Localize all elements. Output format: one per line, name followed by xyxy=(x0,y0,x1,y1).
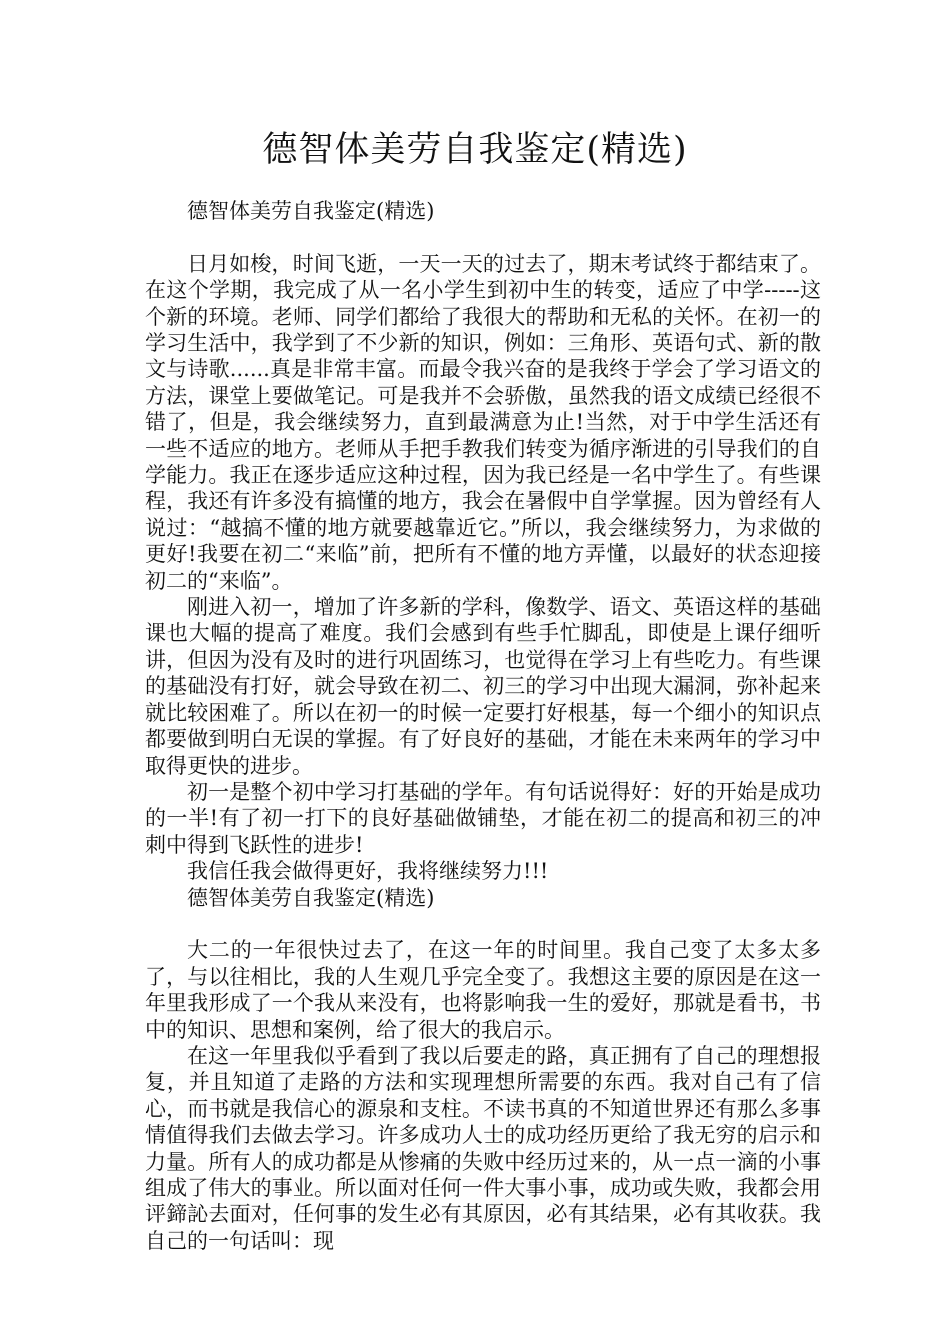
section-1-subtitle: 德智体美劳自我鉴定(精选) xyxy=(187,199,435,223)
section-2-subtitle: 德智体美劳自我鉴定(精选) xyxy=(187,885,435,910)
section-1-paragraph-4: 我信任我会做得更好，我将继续努力!!! xyxy=(187,859,549,884)
section-1-paragraph-3: 初一是整个初中学习打基础的学年。有句话说得好：好的开始是成功的一半!有了初一打下的良好基础做铺垫，才能在初二的提高和初三的冲刺中得到飞跃性的进步! xyxy=(145,779,821,857)
section-1-paragraph-1: 日月如梭，时间飞逝，一天一天的过去了，期末考试终于都结束了。在这个学期，我完成了从一名小学生到初中生的转变，适应了中学-----这个新的环境。老师、同学们都给了我很大的帮助和无私的关怀。在初一的学习生活中，我学到了不少新的知识，例如：三角形、英语句式、新的散文与诗歌......真是非常丰富。而最令我兴奋的是我终于学会了学习语文的方法，课堂上要做笔记。可是我并不会骄傲，虽然我的语文成绩已经很不错了，但是，我会继续努力，直到最满意为止!当然，对于中学生活还有一些不适应的地方。老师从手把手教我们转变为循序渐进的引导我们的自学能力。我正在逐步适应这种过程，因为我已经是一名中学生了。有些课程，我还有许多没有搞懂的地方，我会在暑假中自学掌握。因为曾经有人说过：“越搞不懂的地方就要越靠近它。”所以，我会继续努力，为求做的更好!我要在初二“来临”前，把所有不懂的地方弄懂，以最好的状态迎接初二的“来临”。 xyxy=(145,251,821,593)
section-2-paragraph-1: 大二的一年很快过去了，在这一年的时间里。我自己变了太多太多了，与以往相比，我的人生观几乎完全变了。我想这主要的原因是在这一年里我形成了一个我从来没有，也将影响我一生的爱好，那就是看书，书中的知识、思想和案例，给了很大的我启示。 xyxy=(145,938,821,1042)
blank-line xyxy=(145,911,821,937)
section-2-paragraph-2: 在这一年里我似乎看到了我以后要走的路，真正拥有了自己的理想报复，并且知道了走路的方法和实现理想所需要的东西。我对自己有了信心，而书就是我信心的源泉和支柱。不读书真的不知道世界还有那么多事情值得我们去做去学习。许多成功人士的成功经历更给了我无穷的启示和力量。所有人的成功都是从惨痛的失败中经历过来的，从一点一滴的小事组成了伟大的事业。所以面对任何一件大事小事，成功或失败，我都会用评鍗訫去面对，任何事的发生必有其原因，必有其结果，必有其收获。我自己的一句话叫：现 xyxy=(145,1043,821,1253)
blank-line xyxy=(145,224,821,250)
document-body xyxy=(145,198,821,1254)
section-1-paragraph-2: 刚进入初一，增加了许多新的学科，像数学、语文、英语这样的基础课也大幅的提高了难度。我们会感到有些手忙脚乱，即使是上课仔细听讲，但因为没有及时的进行巩固练习，也觉得在学习上有些吃力。有些课的基础没有打好，就会导致在初二、初三的学习中出现大漏洞，弥补起来就比较困难了。所以在初一的时候一定要打好根基，每一个细小的知识点都要做到明白无误的掌握。有了好良好的基础，才能在未来两年的学习中取得更快的进步。 xyxy=(145,595,821,778)
document-title: 德智体美劳自我鉴定(精选) xyxy=(262,130,688,170)
